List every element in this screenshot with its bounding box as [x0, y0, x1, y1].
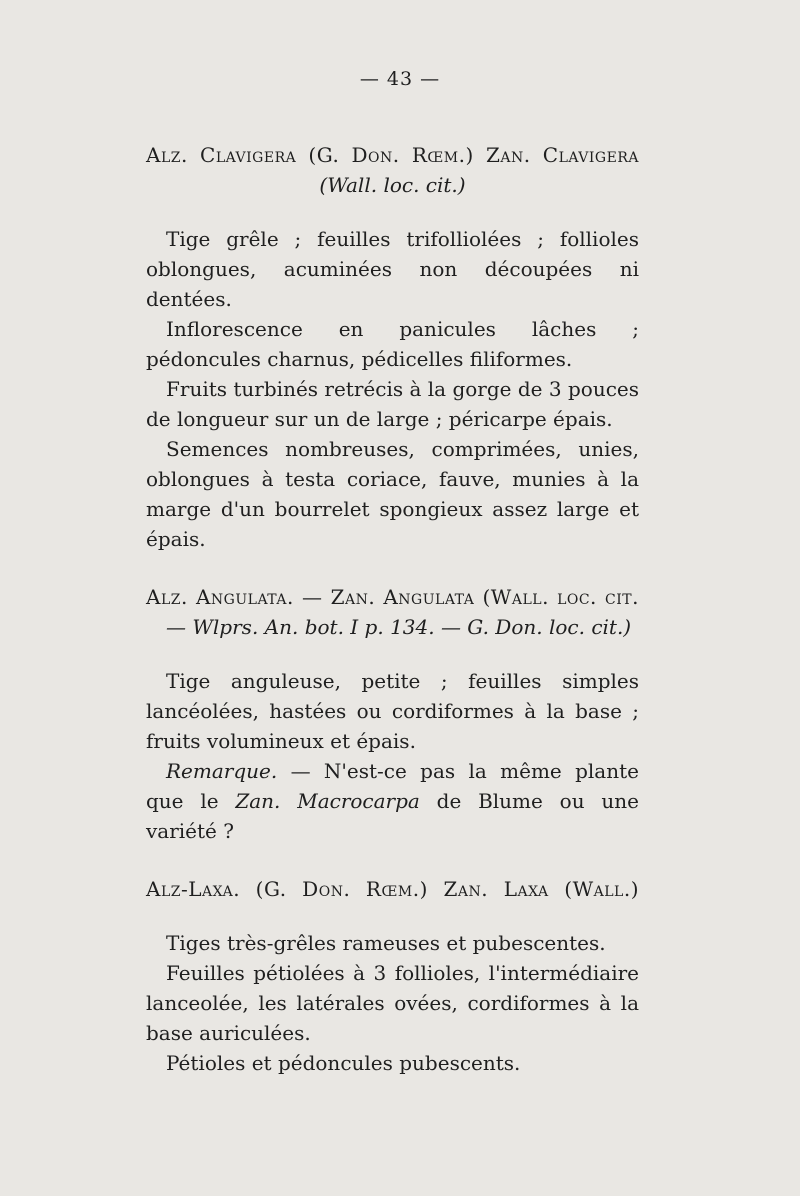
paragraph: Feuilles pétiolées à 3 follioles, l'intermédiaire lanceolée, les latérales ovées, cordiformes à la base auriculées.	[146, 961, 639, 1045]
page-content	[146, 140, 639, 1078]
paragraph: Tige anguleuse, petite ; feuilles simples lancéolées, hastées ou cordiformes à la base ; fruits volumineux et épais.	[146, 669, 639, 753]
remark-label: Remarque.	[166, 759, 278, 783]
paragraph: Pétioles et pédoncules pubescents.	[166, 1051, 521, 1075]
section-heading: Alz. Angulata. — Zan. Angulata (Wall. loc. cit.	[146, 585, 639, 609]
section-heading-continuation: — Wlprs. An. bot. I p. 134. — G. Don. loc. cit.)	[166, 615, 632, 639]
remark-text: — N'est-ce pas la même plante que le	[146, 759, 639, 813]
remark-paragraph	[146, 756, 639, 846]
paragraph: Tiges très-grêles rameuses et pubescentes.	[166, 931, 606, 955]
paragraph: Semences nombreuses, comprimées, unies, oblongues à testa coriace, fauve, munies à la marge d'un bourrelet spongieux assez large et épais.	[146, 437, 639, 551]
section-heading-continuation: (Wall. loc. cit.)	[319, 173, 466, 197]
paragraph: Inflorescence en panicules lâches ; pédoncules charnus, pédicelles filiformes.	[146, 317, 639, 371]
page-number: — 43 —	[359, 68, 441, 90]
section-heading: Alz. Clavigera (G. Don. Rœm.) Zan. Clavigera	[146, 143, 639, 167]
paragraph: Fruits turbinés retrécis à la gorge de 3 pouces de longueur sur un de large ; péricarpe épais.	[146, 377, 639, 431]
remark-species: Zan. Macrocarpa	[235, 789, 420, 813]
remark-text-end: de Blume ou une variété ?	[146, 789, 639, 843]
section-heading: Alz-Laxa. (G. Don. Rœm.) Zan. Laxa (Wall.)	[146, 877, 639, 901]
paragraph: Tige grêle ; feuilles trifolliolées ; follioles oblongues, acuminées non découpées ni dentées.	[146, 227, 639, 311]
